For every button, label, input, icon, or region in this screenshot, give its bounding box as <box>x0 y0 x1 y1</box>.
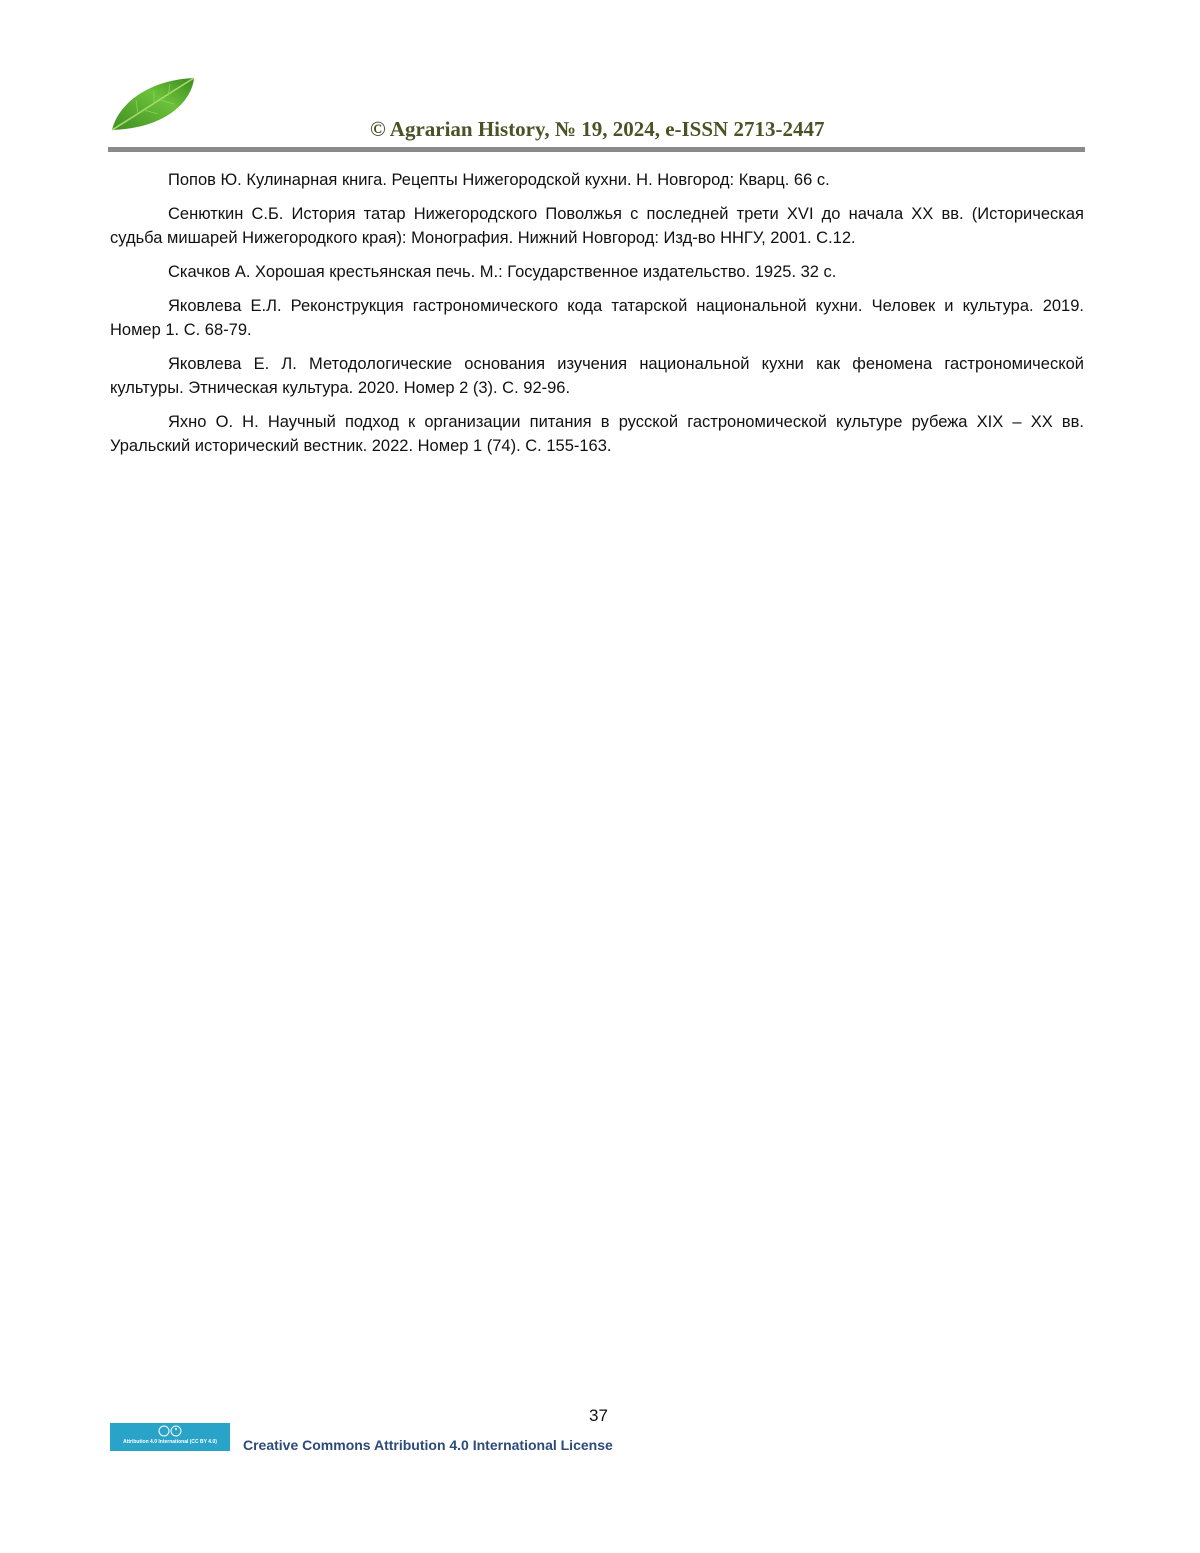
cc-by-icon <box>156 1425 184 1437</box>
page-number: 37 <box>589 1406 608 1425</box>
reference-item: Сенюткин С.Б. История татар Нижегородского Поволжья с последней трети XVI до начала XX вв. (Историческая судьба мишарей Нижегородкого края): Монография. Нижний Новгород: Изд-во ННГУ, 2001. С.12. <box>110 205 1084 247</box>
journal-title: © Agrarian History, № 19, 2024, e-ISSN 2713-2447 <box>370 117 825 141</box>
leaf-icon <box>108 74 200 134</box>
reference-item: Скачков А. Хорошая крестьянская печь. М.: Государственное издательство. 1925. 32 с. <box>168 263 837 281</box>
header-divider <box>108 147 1085 152</box>
reference-item: Яковлева Е. Л. Методологические основания изучения национальной кухни как феномена гастрономической культуры. Этническая культура. 2020. Номер 2 (3). С. 92-96. <box>110 355 1084 397</box>
references-list <box>110 168 1084 468</box>
cc-license-badge[interactable] <box>110 1423 230 1451</box>
cc-badge-text: Attribution 4.0 International (CC BY 4.0) <box>123 1439 217 1445</box>
reference-item: Попов Ю. Кулинарная книга. Рецепты Нижегородской кухни. Н. Новгород: Кварц. 66 с. <box>168 171 830 189</box>
reference-item: Яхно О. Н. Научный подход к организации питания в русской гастрономической культуре рубежа XIX – XX вв. Уральский исторический вестник. 2022. Номер 1 (74). С. 155-163. <box>110 413 1084 455</box>
reference-item: Яковлева Е.Л. Реконструкция гастрономического кода татарской национальной кухни. Человек и культура. 2019. Номер 1. С. 68-79. <box>110 297 1084 339</box>
license-link[interactable]: Creative Commons Attribution 4.0 International License <box>243 1437 613 1453</box>
